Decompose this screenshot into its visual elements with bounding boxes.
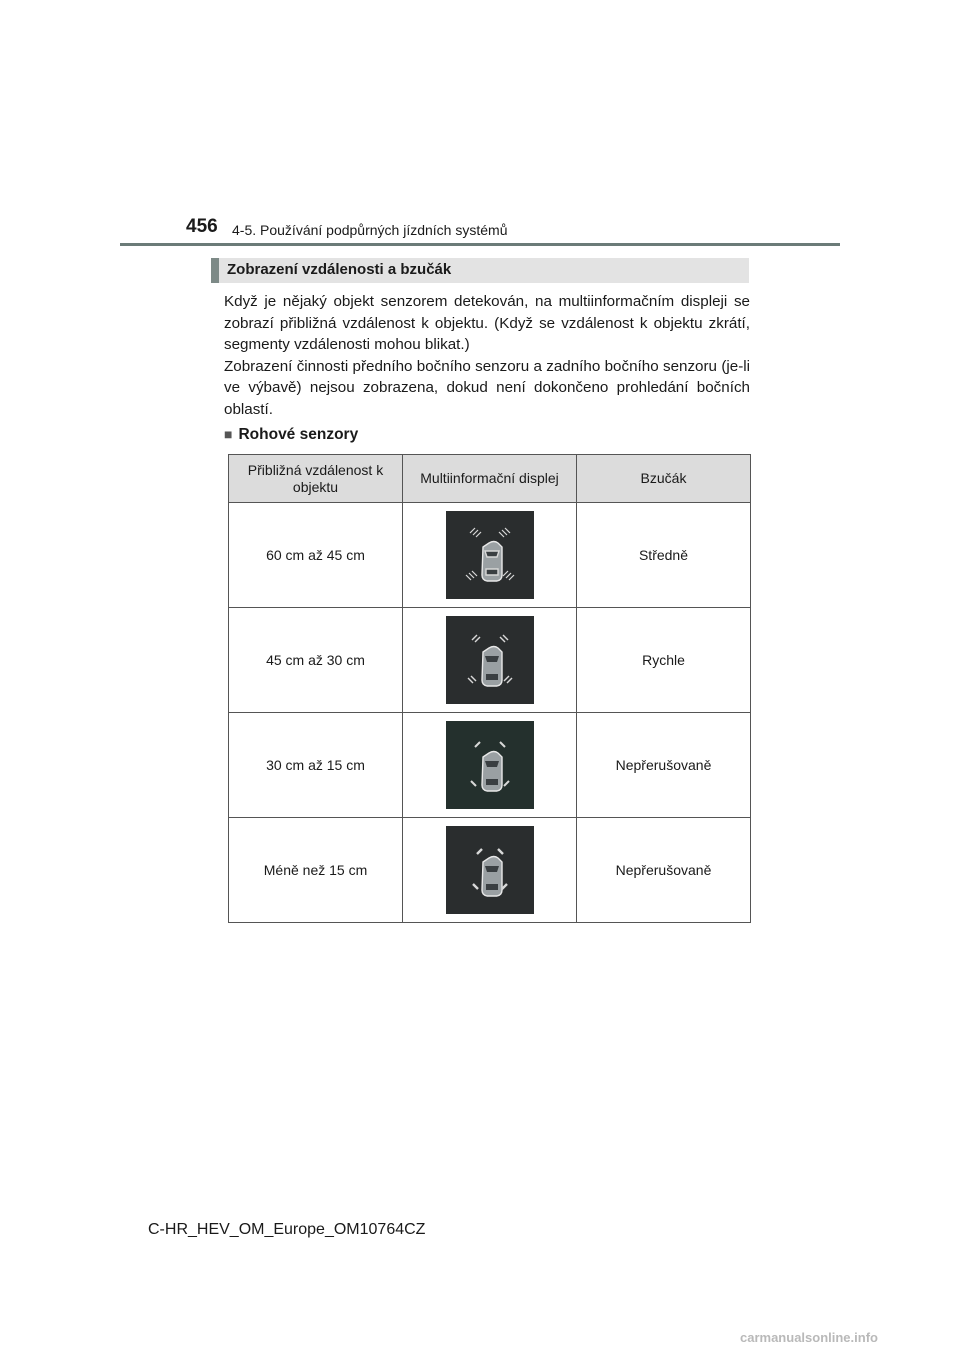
display-cell	[403, 503, 577, 608]
display-cell	[403, 818, 577, 923]
subheading	[224, 426, 358, 444]
display-cell	[403, 713, 577, 818]
paragraph-2: Zobrazení činnosti předního bočního senzoru a zadního bočního senzoru (je-li ve výbavě) nejsou zobrazena, dokud není dokončeno prohledání bočních oblastí.	[224, 357, 750, 418]
buzzer-cell: Nepřerušovaně	[577, 713, 751, 818]
header-buzzer: Bzučák	[577, 455, 751, 503]
header-distance: Přibližná vzdálenost k objektu	[229, 455, 403, 503]
distance-cell: Méně než 15 cm	[229, 818, 403, 923]
buzzer-cell: Nepřerušovaně	[577, 818, 751, 923]
table-row	[229, 713, 751, 818]
car-sensor-display-icon	[446, 721, 534, 809]
page-number: 456	[186, 216, 218, 237]
table-row	[229, 503, 751, 608]
buzzer-cell: Rychle	[577, 608, 751, 713]
car-sensor-display-icon	[446, 511, 534, 599]
heading-text: Zobrazení vzdálenosti a bzučák	[227, 261, 452, 278]
buzzer-cell: Středně	[577, 503, 751, 608]
heading-bar	[211, 258, 749, 283]
distance-cell: 60 cm až 45 cm	[229, 503, 403, 608]
distance-cell: 45 cm až 30 cm	[229, 608, 403, 713]
table-row	[229, 818, 751, 923]
car-sensor-display-icon	[446, 616, 534, 704]
square-bullet-icon: ■	[224, 426, 233, 442]
display-cell	[403, 608, 577, 713]
header-display: Multiinformační displej	[403, 455, 577, 503]
body-text	[224, 291, 750, 420]
table-row	[229, 608, 751, 713]
sensor-table	[228, 454, 751, 923]
footer-code: C-HR_HEV_OM_Europe_OM10764CZ	[148, 1221, 426, 1238]
car-sensor-display-icon	[446, 826, 534, 914]
watermark: carmanualsonline.info	[740, 1330, 878, 1345]
paragraph-1: Když je nějaký objekt senzorem detekován, na multiinformačním displeji se zobrazí přibližná vzdálenost k objektu. (Když se vzdálenost k objektu zkrátí, segmenty vzdálenosti mohou blikat.)	[224, 293, 750, 353]
section-title: 4-5. Používání podpůrných jízdních systémů	[232, 222, 508, 238]
subheading-text: Rohové senzory	[238, 426, 359, 443]
distance-cell: 30 cm až 15 cm	[229, 713, 403, 818]
header-rule	[120, 243, 840, 246]
table-header-row	[229, 455, 751, 503]
